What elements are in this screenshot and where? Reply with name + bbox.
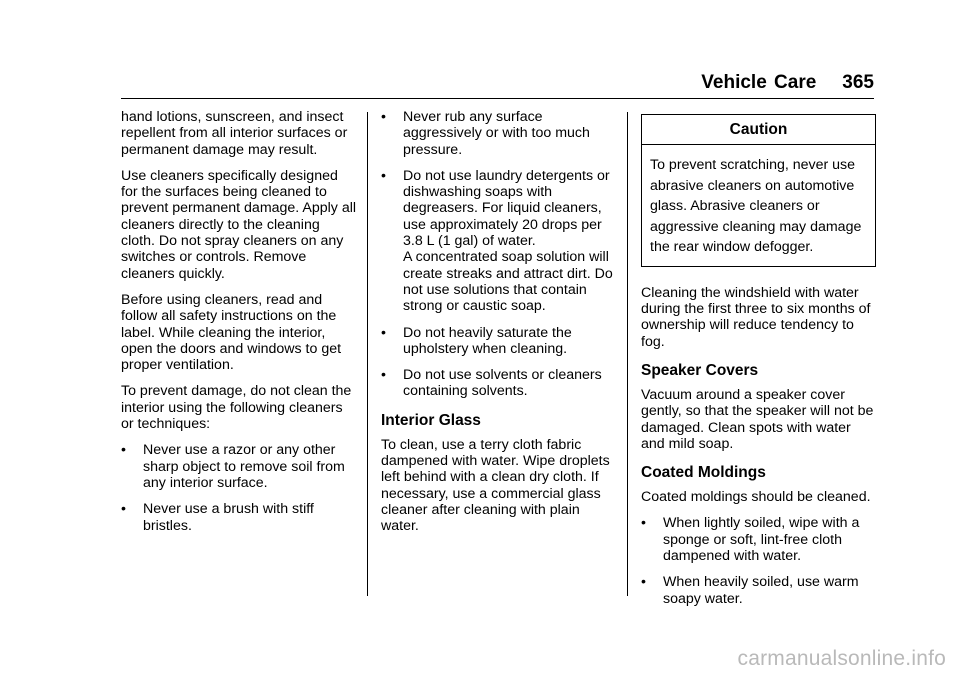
paragraph: Cleaning the windshield with water during the first three to six months of ownership will reduce tendency to fog. xyxy=(641,284,871,350)
column-divider-1 xyxy=(367,112,368,596)
paragraph: hand lotions, sunscreen, and insect repellent from all interior surfaces or permanent damage may result. xyxy=(121,109,348,158)
bullet-icon: • xyxy=(641,515,646,532)
caution-box xyxy=(641,114,876,267)
list-item xyxy=(381,168,619,315)
bullet-icon: • xyxy=(381,367,386,384)
section-title: Vehicle Care xyxy=(701,72,817,93)
list-item xyxy=(641,515,877,564)
paragraph: Before using cleaners, read and follow all safety instructions on the label. While cleaning the interior, open the doors and windows to get proper ventilation. xyxy=(121,291,342,374)
list-item xyxy=(121,442,357,491)
coated-moldings-heading: Coated Moldings xyxy=(641,464,766,482)
list-item xyxy=(641,574,877,607)
column-1 xyxy=(121,109,357,544)
list-item xyxy=(381,367,619,400)
list-item-text: Never use a razor or any other sharp object to remove soil from any interior surface. xyxy=(143,442,345,491)
list-item-text-extra: A concentrated soap solution will create streaks and attract dirt. Do not use solutions that contain strong or caustic soap. xyxy=(403,249,613,315)
speaker-covers-heading: Speaker Covers xyxy=(641,361,759,379)
list-item-text: Do not heavily saturate the upholstery when cleaning. xyxy=(403,324,572,357)
caution-title: Caution xyxy=(642,115,875,145)
page-header xyxy=(701,72,874,94)
paragraph: To clean, use a terry cloth fabric dampened with water. Wipe droplets left behind with a clean dry cloth. If necessary, use a commercial glass cleaner after cleaning with plain water. xyxy=(381,436,610,535)
paragraph: Use cleaners specifically designed for the surfaces being cleaned to prevent permanent damage. Apply all cleaners directly to the cleaning cloth. Do not spray cleaners on any switches or controls. Remove cleaners quickly. xyxy=(121,167,357,282)
list-item-text: Never use a brush with stiff bristles. xyxy=(143,501,314,534)
paragraph: To prevent damage, do not clean the interior using the following cleaners or techniques: xyxy=(121,383,352,433)
column-2 xyxy=(381,109,619,545)
paragraph: Coated moldings should be cleaned. xyxy=(641,489,871,506)
list-item-text: When heavily soiled, use warm soapy water. xyxy=(663,574,859,607)
list-item-text: Never rub any surface aggressively or with too much pressure. xyxy=(403,109,590,158)
watermark-text: carmanualsonline.info xyxy=(737,647,946,670)
list-item-text: When lightly soiled, wipe with a sponge or soft, lint-free cloth dampened with water. xyxy=(663,515,860,565)
header-rule xyxy=(121,98,874,99)
bullet-icon: • xyxy=(641,574,646,591)
list-item xyxy=(381,109,619,158)
interior-glass-heading: Interior Glass xyxy=(381,411,481,429)
bullet-icon: • xyxy=(121,501,126,518)
list-item xyxy=(121,501,357,534)
list-item-text: Do not use laundry detergents or dishwashing soaps with degreasers. For liquid cleaners, use approximately 20 drops per 3.8 L (1 gal) of water. xyxy=(403,167,610,250)
column-divider-2 xyxy=(627,112,628,596)
bullet-icon: • xyxy=(121,442,126,459)
bullet-icon: • xyxy=(381,109,386,125)
caution-text: To prevent scratching, never use abrasive cleaners on automotive glass. Abrasive cleaners or aggressive cleaning may damage the rear window defogger. xyxy=(650,157,862,256)
column-3 xyxy=(641,109,877,617)
list-item xyxy=(381,325,619,358)
bullet-icon: • xyxy=(381,324,386,341)
list-item-text: Do not use solvents or cleaners containing solvents. xyxy=(403,367,602,400)
paragraph: Vacuum around a speaker cover gently, so that the speaker will not be damaged. Clean spots with water and mild soap. xyxy=(641,386,874,452)
page-number: 365 xyxy=(842,72,874,93)
bullet-icon: • xyxy=(381,167,386,184)
